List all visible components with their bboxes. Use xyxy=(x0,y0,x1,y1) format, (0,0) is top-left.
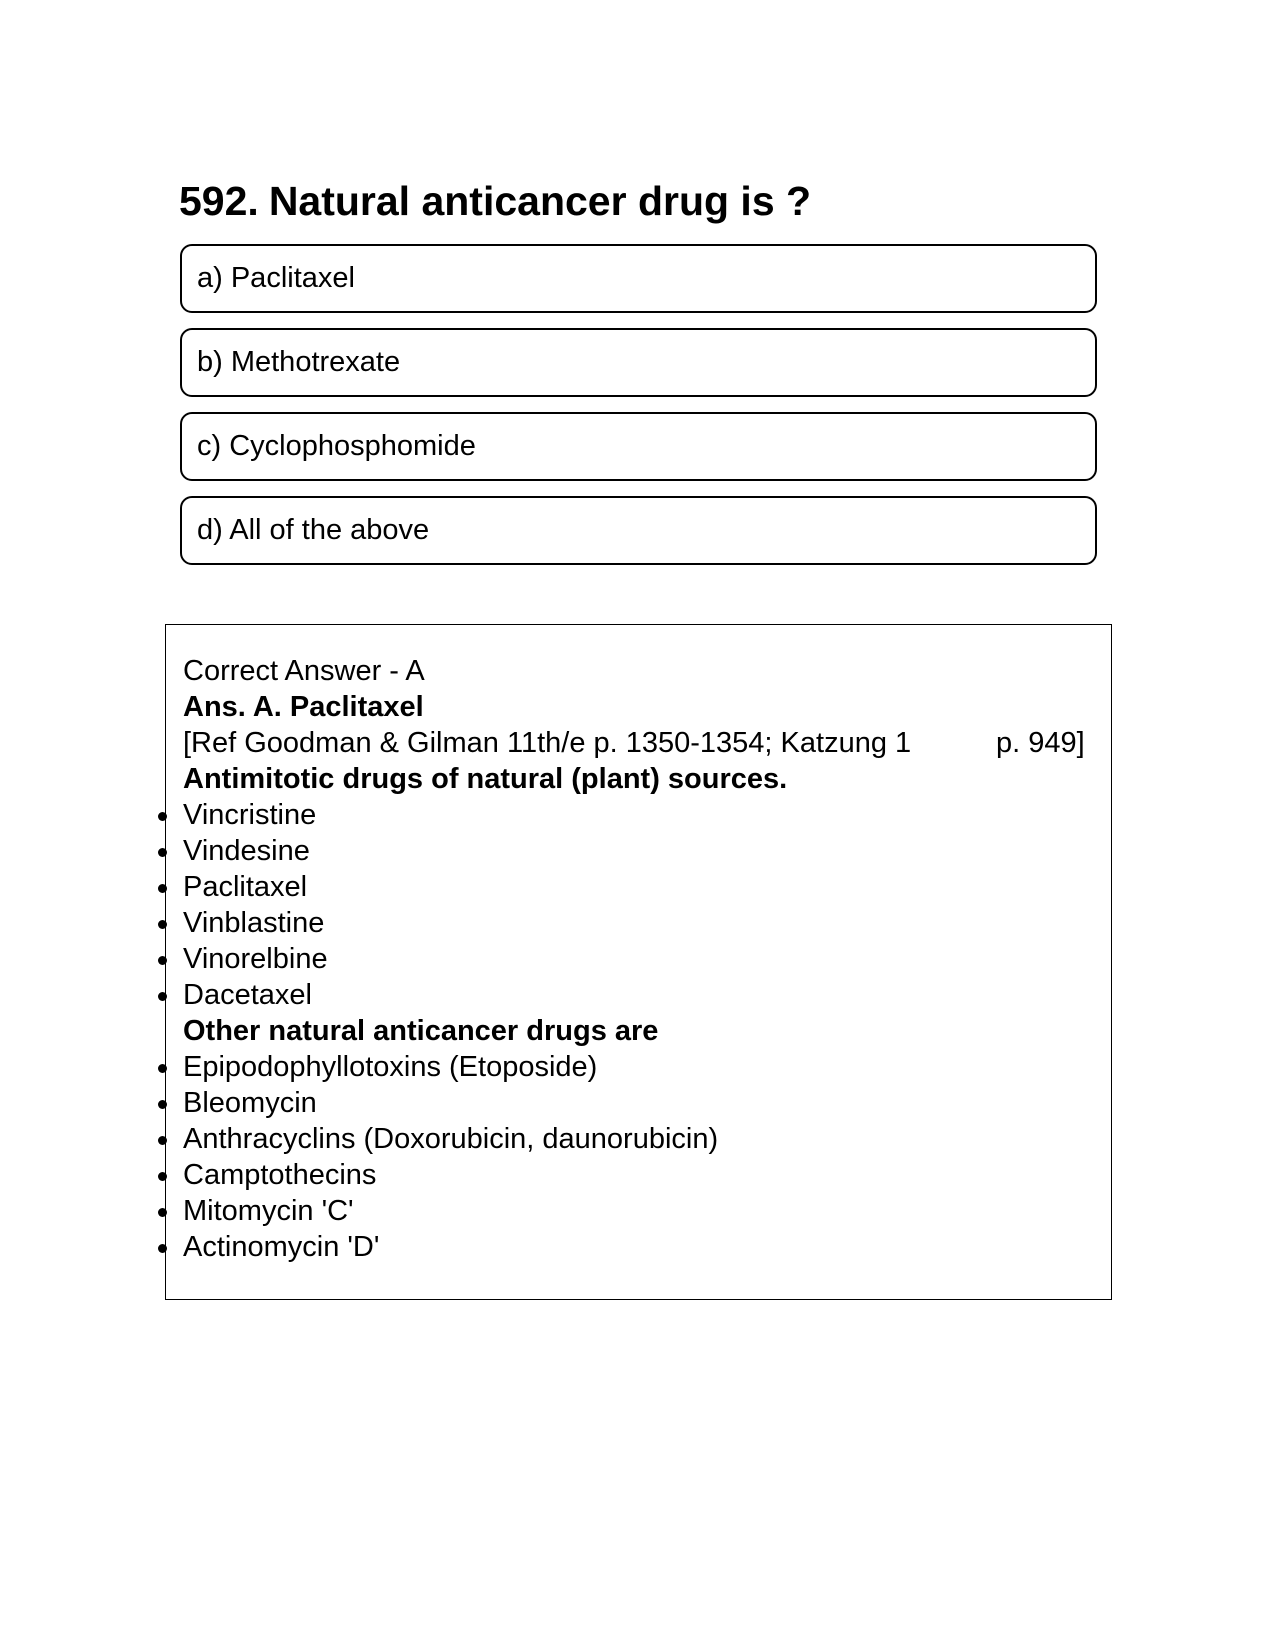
list-item: Vincristine xyxy=(166,797,1111,833)
list-item: Epipodophyllotoxins (Etoposide) xyxy=(166,1049,1111,1085)
answer-line: Ans. A. Paclitaxel xyxy=(183,691,424,723)
reference-text: [Ref Goodman & Gilman 11th/e p. 1350-1354; Katzung 1 xyxy=(183,727,912,759)
reference-page: p. 949] xyxy=(996,727,1085,759)
list-item: Camptothecins xyxy=(166,1157,1111,1193)
other-drug-list xyxy=(166,1049,1111,1265)
list-item: Vinblastine xyxy=(166,905,1111,941)
reference-line xyxy=(166,725,1111,761)
question-number: 592. xyxy=(179,178,259,224)
list-item: Vinorelbine xyxy=(166,941,1111,977)
section-heading-antimitotic: Antimitotic drugs of natural (plant) sources. xyxy=(183,763,788,795)
correct-answer-label: Correct Answer - A xyxy=(183,655,425,687)
list-item: Mitomycin 'C' xyxy=(166,1193,1111,1229)
section-heading-other: Other natural anticancer drugs are xyxy=(183,1015,659,1047)
answer-explanation-box xyxy=(165,624,1112,1300)
option-b[interactable]: b) Methotrexate xyxy=(180,328,1097,397)
list-item: Dacetaxel xyxy=(166,977,1111,1013)
list-item: Vindesine xyxy=(166,833,1111,869)
question-heading xyxy=(179,176,811,226)
option-a[interactable]: a) Paclitaxel xyxy=(180,244,1097,313)
option-d[interactable]: d) All of the above xyxy=(180,496,1097,565)
option-c[interactable]: c) Cyclophosphomide xyxy=(180,412,1097,481)
antimitotic-drug-list xyxy=(166,797,1111,1013)
list-item: Anthracyclins (Doxorubicin, daunorubicin) xyxy=(166,1121,1111,1157)
question-text: Natural anticancer drug is ? xyxy=(268,178,812,224)
list-item: Bleomycin xyxy=(166,1085,1111,1121)
list-item: Actinomycin 'D' xyxy=(166,1229,1111,1265)
options-list xyxy=(180,244,1097,580)
list-item: Paclitaxel xyxy=(166,869,1111,905)
